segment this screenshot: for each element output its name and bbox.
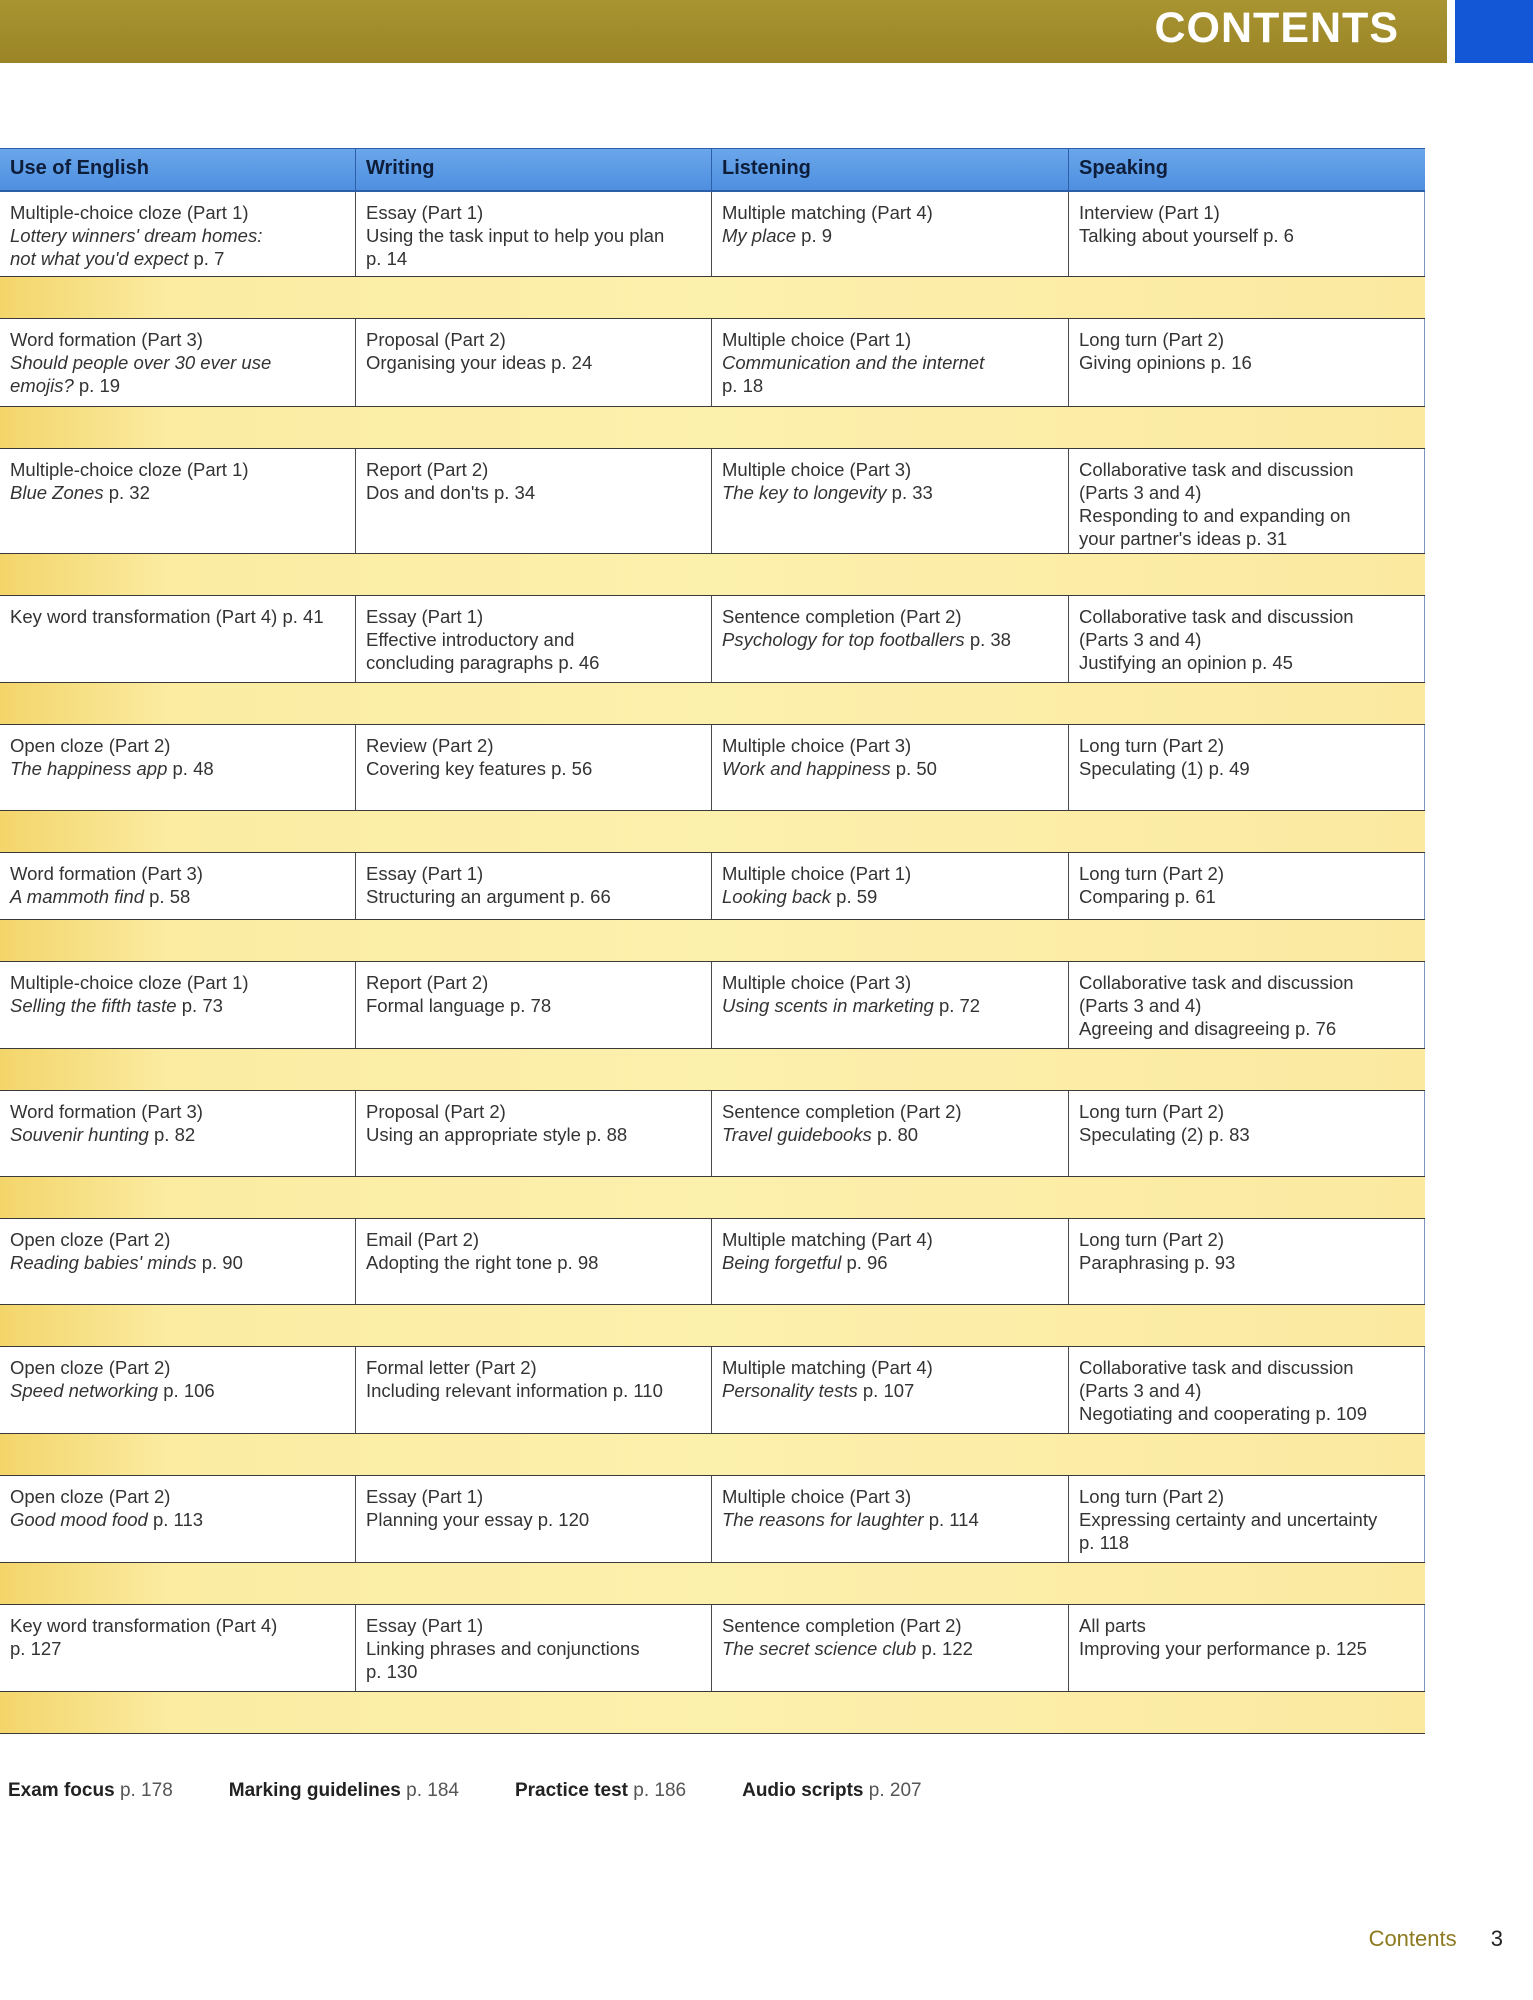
cell-line: your partner's ideas p. 31 — [1079, 528, 1288, 549]
footer-item-exam-focus[interactable]: Exam focus p. 178 — [8, 1780, 173, 1801]
cell-use-of-english[interactable] — [0, 1605, 356, 1691]
cell-line: Key word transformation (Part 4) — [10, 1615, 278, 1636]
cell-line: Planning your essay p. 120 — [366, 1509, 590, 1530]
cell-line: Multiple choice (Part 1) — [722, 329, 912, 350]
cell-writing[interactable] — [356, 725, 712, 810]
cell-line: Multiple choice (Part 1) — [722, 863, 912, 884]
cell-speaking[interactable] — [1069, 962, 1425, 1048]
cell-listening[interactable] — [712, 853, 1069, 919]
cell-line: Psychology for top footballers p. 38 — [722, 629, 1011, 650]
cell-line: Interview (Part 1) — [1079, 202, 1220, 223]
cell-writing[interactable] — [356, 1347, 712, 1433]
row-separator-band — [0, 811, 1425, 853]
cell-line: Proposal (Part 2) — [366, 1101, 506, 1122]
page-footer — [1369, 1926, 1503, 1952]
cell-line: Multiple choice (Part 3) — [722, 972, 912, 993]
cell-line: emojis? p. 19 — [10, 375, 121, 396]
cell-writing[interactable] — [356, 962, 712, 1048]
cell-use-of-english[interactable] — [0, 725, 356, 810]
blue-corner-tab — [1455, 0, 1533, 63]
table-row — [0, 1091, 1425, 1177]
cell-line: Essay (Part 1) — [366, 1615, 484, 1636]
cell-use-of-english[interactable] — [0, 962, 356, 1048]
row-separator-band — [0, 683, 1425, 725]
cell-listening[interactable] — [712, 319, 1069, 406]
cell-listening[interactable] — [712, 596, 1069, 682]
cell-line: Using an appropriate style p. 88 — [366, 1124, 628, 1145]
cell-line: The reasons for laughter p. 114 — [722, 1509, 979, 1530]
cell-line: Covering key features p. 56 — [366, 758, 593, 779]
column-header-speaking: Speaking — [1079, 157, 1168, 179]
cell-line: Negotiating and cooperating p. 109 — [1079, 1403, 1367, 1424]
cell-listening[interactable] — [712, 449, 1069, 553]
cell-speaking[interactable] — [1069, 596, 1425, 682]
cell-listening[interactable] — [712, 1605, 1069, 1691]
cell-line: Structuring an argument p. 66 — [366, 886, 611, 907]
table-body — [0, 192, 1425, 1734]
cell-line: Using scents in marketing p. 72 — [722, 995, 981, 1016]
cell-speaking[interactable] — [1069, 1347, 1425, 1433]
cell-line: Word formation (Part 3) — [10, 329, 203, 350]
row-separator-band — [0, 277, 1425, 319]
row-separator-band — [0, 1305, 1425, 1347]
cell-line: Expressing certainty and uncertainty — [1079, 1509, 1378, 1530]
cell-speaking[interactable] — [1069, 853, 1425, 919]
cell-line: Long turn (Part 2) — [1079, 1229, 1224, 1250]
table-row — [0, 319, 1425, 407]
cell-line: Multiple choice (Part 3) — [722, 1486, 912, 1507]
row-separator-band — [0, 1563, 1425, 1605]
cell-line: Responding to and expanding on — [1079, 505, 1351, 526]
table-row — [0, 725, 1425, 811]
page-footer-label: Contents — [1368, 1926, 1457, 1951]
cell-line: p. 18 — [722, 375, 764, 396]
cell-line: Giving opinions p. 16 — [1079, 352, 1252, 373]
cell-writing[interactable] — [356, 319, 712, 406]
cell-listening[interactable] — [712, 1091, 1069, 1176]
cell-line: Collaborative task and discussion — [1079, 459, 1354, 480]
cell-line: (Parts 3 and 4) — [1079, 995, 1202, 1016]
table-row — [0, 1347, 1425, 1434]
cell-line: Email (Part 2) — [366, 1229, 480, 1250]
cell-line: Multiple matching (Part 4) — [722, 1229, 933, 1250]
cell-line: Report (Part 2) — [366, 459, 489, 480]
cell-line: Organising your ideas p. 24 — [366, 352, 593, 373]
table-row — [0, 449, 1425, 554]
cell-line: (Parts 3 and 4) — [1079, 482, 1202, 503]
cell-line: Essay (Part 1) — [366, 863, 484, 884]
cell-line: Souvenir hunting p. 82 — [10, 1124, 196, 1145]
table-row — [0, 1605, 1425, 1692]
cell-line: My place p. 9 — [722, 225, 833, 246]
cell-line: Work and happiness p. 50 — [722, 758, 937, 779]
row-separator-band — [0, 1434, 1425, 1476]
cell-line: Long turn (Part 2) — [1079, 329, 1224, 350]
cell-line: Open cloze (Part 2) — [10, 1486, 171, 1507]
cell-line: Formal language p. 78 — [366, 995, 552, 1016]
cell-line: Word formation (Part 3) — [10, 1101, 203, 1122]
cell-line: Report (Part 2) — [366, 972, 489, 993]
row-separator-band — [0, 1692, 1425, 1734]
cell-line: Blue Zones p. 32 — [10, 482, 150, 503]
cell-line: Speculating (1) p. 49 — [1079, 758, 1250, 779]
cell-speaking[interactable] — [1069, 449, 1425, 553]
cell-line: Essay (Part 1) — [366, 606, 484, 627]
cell-use-of-english[interactable] — [0, 1219, 356, 1304]
footer-item-practice-test[interactable]: Practice test p. 186 — [514, 1780, 687, 1801]
cell-use-of-english[interactable] — [0, 596, 356, 682]
cell-line: Long turn (Part 2) — [1079, 735, 1224, 756]
cell-line: Personality tests p. 107 — [722, 1380, 915, 1401]
cell-listening[interactable] — [712, 962, 1069, 1048]
table-row — [0, 192, 1425, 277]
cell-line: Including relevant information p. 110 — [366, 1380, 663, 1401]
cell-use-of-english[interactable] — [0, 192, 356, 276]
cell-line: Multiple matching (Part 4) — [722, 202, 933, 223]
cell-listening[interactable] — [712, 192, 1069, 276]
table-header-row — [0, 148, 1425, 192]
cell-line: concluding paragraphs p. 46 — [366, 652, 600, 673]
cell-line: The key to longevity p. 33 — [722, 482, 933, 503]
cell-use-of-english[interactable] — [0, 1347, 356, 1433]
cell-use-of-english[interactable] — [0, 853, 356, 919]
cell-line: Open cloze (Part 2) — [10, 1229, 171, 1250]
cell-line: p. 130 — [366, 1661, 418, 1682]
table-row — [0, 853, 1425, 920]
cell-writing[interactable] — [356, 1605, 712, 1691]
cell-line: Multiple matching (Part 4) — [722, 1357, 933, 1378]
footer-links — [8, 1780, 978, 1802]
cell-line: Using the task input to help you plan — [366, 225, 665, 246]
cell-line: The happiness app p. 48 — [10, 758, 214, 779]
header-bar — [0, 0, 1447, 63]
cell-line: Multiple-choice cloze (Part 1) — [10, 202, 249, 223]
cell-line: Open cloze (Part 2) — [10, 1357, 171, 1378]
cell-line: Multiple-choice cloze (Part 1) — [10, 972, 249, 993]
page-number: 3 — [1490, 1926, 1503, 1951]
cell-line: The secret science club p. 122 — [722, 1638, 973, 1659]
cell-writing[interactable] — [356, 596, 712, 682]
cell-line: Looking back p. 59 — [722, 886, 878, 907]
cell-line: Lottery winners' dream homes: — [10, 225, 263, 246]
cell-writing[interactable] — [356, 1476, 712, 1562]
cell-line: Collaborative task and discussion — [1079, 972, 1354, 993]
cell-line: not what you'd expect p. 7 — [10, 248, 225, 269]
cell-line: Long turn (Part 2) — [1079, 1486, 1224, 1507]
cell-speaking[interactable] — [1069, 1091, 1425, 1176]
cell-line: Talking about yourself p. 6 — [1079, 225, 1294, 246]
cell-speaking[interactable] — [1069, 1476, 1425, 1562]
cell-use-of-english[interactable] — [0, 1091, 356, 1176]
cell-line: Justifying an opinion p. 45 — [1079, 652, 1293, 673]
column-header-writing: Writing — [356, 149, 712, 190]
footer-item-marking-guidelines[interactable]: Marking guidelines p. 184 — [228, 1780, 459, 1801]
cell-line: Sentence completion (Part 2) — [722, 1615, 962, 1636]
cell-listening[interactable] — [712, 1219, 1069, 1304]
cell-line: Sentence completion (Part 2) — [722, 606, 962, 627]
cell-line: Communication and the internet — [722, 352, 985, 373]
cell-listening[interactable] — [712, 725, 1069, 810]
column-header-use-of-english: Use of English — [0, 149, 356, 190]
cell-speaking[interactable] — [1069, 319, 1425, 406]
cell-line: Multiple choice (Part 3) — [722, 459, 912, 480]
cell-line: Collaborative task and discussion — [1079, 606, 1354, 627]
cell-line: Effective introductory and — [366, 629, 575, 650]
cell-line: Adopting the right tone p. 98 — [366, 1252, 599, 1273]
cell-line: Long turn (Part 2) — [1079, 863, 1224, 884]
cell-use-of-english[interactable] — [0, 319, 356, 406]
table-row — [0, 1219, 1425, 1305]
cell-line: Essay (Part 1) — [366, 202, 484, 223]
cell-line: p. 127 — [10, 1638, 62, 1659]
cell-line: p. 14 — [366, 248, 408, 269]
cell-line: All parts — [1079, 1615, 1146, 1636]
cell-listening[interactable] — [712, 1476, 1069, 1562]
row-separator-band — [0, 1049, 1425, 1091]
page-title: CONTENTS — [1154, 4, 1399, 52]
cell-speaking[interactable] — [1069, 725, 1425, 810]
cell-speaking[interactable] — [1069, 192, 1425, 276]
cell-line: A mammoth find p. 58 — [10, 886, 191, 907]
cell-line: Improving your performance p. 125 — [1079, 1638, 1367, 1659]
cell-line: Paraphrasing p. 93 — [1079, 1252, 1236, 1273]
cell-line: Being forgetful p. 96 — [722, 1252, 888, 1273]
table-row — [0, 596, 1425, 683]
cell-line: (Parts 3 and 4) — [1079, 1380, 1202, 1401]
cell-line: Comparing p. 61 — [1079, 886, 1216, 907]
cell-line: Good mood food p. 113 — [10, 1509, 204, 1530]
footer-item-audio-scripts[interactable]: Audio scripts p. 207 — [742, 1780, 922, 1801]
cell-speaking[interactable] — [1069, 1605, 1425, 1691]
cell-line: Review (Part 2) — [366, 735, 494, 756]
cell-use-of-english[interactable] — [0, 1476, 356, 1562]
cell-listening[interactable] — [712, 1347, 1069, 1433]
row-separator-band — [0, 1177, 1425, 1219]
cell-line: Multiple choice (Part 3) — [722, 735, 912, 756]
cell-line: Collaborative task and discussion — [1079, 1357, 1354, 1378]
cell-line: (Parts 3 and 4) — [1079, 629, 1202, 650]
cell-line: Agreeing and disagreeing p. 76 — [1079, 1018, 1337, 1039]
cell-speaking[interactable] — [1069, 1219, 1425, 1304]
cell-line: Speed networking p. 106 — [10, 1380, 215, 1401]
cell-line: p. 118 — [1079, 1532, 1130, 1553]
cell-line: Linking phrases and conjunctions — [366, 1638, 640, 1659]
contents-table — [0, 148, 1425, 1734]
row-separator-band — [0, 554, 1425, 596]
cell-line: Selling the fifth taste p. 73 — [10, 995, 223, 1016]
cell-writing[interactable] — [356, 1219, 712, 1304]
cell-line: Key word transformation (Part 4) p. 41 — [10, 606, 324, 627]
cell-line: Reading babies' minds p. 90 — [10, 1252, 243, 1273]
cell-line: Multiple-choice cloze (Part 1) — [10, 459, 249, 480]
cell-line: Formal letter (Part 2) — [366, 1357, 537, 1378]
row-separator-band — [0, 407, 1425, 449]
cell-writing[interactable] — [356, 192, 712, 276]
cell-writing[interactable] — [356, 449, 712, 553]
cell-line: Proposal (Part 2) — [366, 329, 506, 350]
cell-writing[interactable] — [356, 1091, 712, 1176]
cell-line: Dos and don'ts p. 34 — [366, 482, 536, 503]
table-row — [0, 962, 1425, 1049]
cell-line: Open cloze (Part 2) — [10, 735, 171, 756]
cell-line: Speculating (2) p. 83 — [1079, 1124, 1250, 1145]
cell-line: Word formation (Part 3) — [10, 863, 203, 884]
table-row — [0, 1476, 1425, 1563]
cell-line: Sentence completion (Part 2) — [722, 1101, 962, 1122]
cell-line: Should people over 30 ever use — [10, 352, 272, 373]
cell-line: Travel guidebooks p. 80 — [722, 1124, 919, 1145]
cell-line: Long turn (Part 2) — [1079, 1101, 1224, 1122]
cell-writing[interactable] — [356, 853, 712, 919]
column-header-listening: Listening — [712, 149, 1069, 190]
cell-use-of-english[interactable] — [0, 449, 356, 553]
row-separator-band — [0, 920, 1425, 962]
cell-line: Essay (Part 1) — [366, 1486, 484, 1507]
